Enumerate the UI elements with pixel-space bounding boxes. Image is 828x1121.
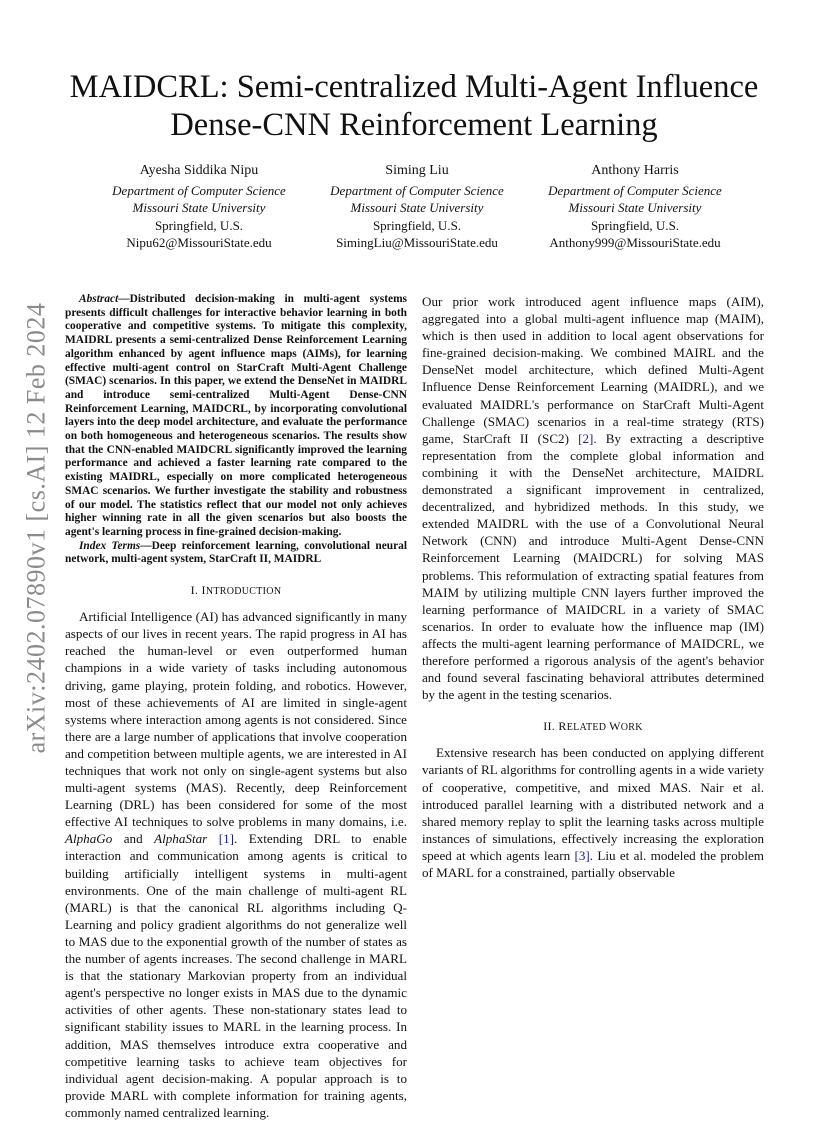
author-university: Missouri State University [568, 200, 702, 215]
author-location: Springfield, U.S. [154, 217, 244, 233]
author-email: SimingLiu@MissouriState.edu [336, 235, 498, 250]
author-dept: Department of Computer Science [112, 182, 286, 198]
section-heading-introduction: I. INTRODUCTION [190, 583, 282, 598]
paper-title: MAIDCRL: Semi-centralized Multi-Agent Influence Dense-CNN Reinforcement Learning [69, 69, 759, 143]
author-block [526, 162, 744, 252]
index-terms [65, 540, 407, 567]
citation-link[interactable]: [1] [218, 831, 234, 847]
alphastar-term: AlphaStar [154, 831, 208, 847]
section-heading-related-work: II. RELATED WORK [543, 719, 643, 734]
author-name: Siming Liu [385, 163, 449, 178]
right-column [422, 293, 764, 881]
author-dept: Department of Computer Science [548, 182, 722, 198]
author-name: Anthony Harris [591, 163, 679, 178]
author-location: Springfield, U.S. [590, 217, 680, 233]
author-name: Ayesha Siddika Nipu [139, 163, 259, 178]
author-email: Anthony999@MissouriState.edu [549, 235, 721, 250]
intro-paragraph-continued: Our prior work introduced agent influence maps (AIM), aggregated into a global multi-agent influence map (MAIM), which is then used in addition to local agent observations for fine-grained decision-making. We combined MAIRL and the DenseNet model architecture, which defined Multi-Agent Influence Dense Reinforcement Learning (MAIDRL), and we evaluated MAIDRL's performance on StarCraft Multi-Agent Challenge (SMAC) scenarios in a real-time strategy (RTS) game, StarCraft II (SC2) [2]. By extracting a descriptive representation from the complete global information and combining it with the DenseNet architecture, MAIDRL demonstrated a significant improvement in centralized, decentralized, and hybridized methods. In this study, we extended MAIDRL with the use of a Convolutional Neural Network (CNN) and introduce Multi-Agent Dense-CNN Reinforcement Learning (MAIDCRL) for solving MAS problems. This reformulation of extracting spatial features from MAIM by utilizing multiple CNN layers further improved the learning performance of MAIDCRL in a variety of SMAC scenarios. In order to evaluate how the influence map (IM) affects the multi-agent learning performance of MAIDCRL, we therefore performed a rigorous analysis of the agent's behavior and found several fascinating behavioral attributes determined by the agent in the testing scenarios. [422, 294, 764, 703]
left-column [65, 293, 407, 1121]
citation-link[interactable]: [2] [578, 430, 594, 446]
citation-link[interactable]: [3] [574, 847, 590, 863]
related-work-paragraph: Extensive research has been conducted on applying different variants of RL algorithms for controlling agents in a wide variety of cooperative, competitive, and mixed MAS. Nair et al. introduced parallel learning with a distributed network and a shared memory replay to split the learning tasks across multiple instances of simulations, effectively increasing the exploration speed at which agents learn [3]. Liu et al. modeled the problem of MARL for a constrained, partially observable [422, 745, 764, 880]
author-block [308, 162, 526, 252]
author-email: Nipu62@MissouriState.edu [126, 235, 272, 250]
arxiv-id: arXiv:2402.07890v1 [cs.AI] 12 Feb 2024 [21, 302, 50, 753]
alphago-term: AlphaGo [65, 831, 113, 847]
index-terms-text: —Deep reinforcement learning, convolutional neural network, multi-agent system, StarCraft II, MAIDRL [65, 539, 407, 566]
intro-paragraph: Artificial Intelligence (AI) has advanced significantly in many aspects of our lives in recent years. The rapid progress in AI has reached the human-level or even outperformed human champions in a wide variety of tasks including autonomous driving, game playing, protein folding, and robotics. However, most of these achievements of AI are limited in single-agent systems where interaction among agents is not considered. Since there are a large number of applications that involve cooperation and competition between multiple agents, we are interested in AI techniques that work not only on single-agent systems but also multi-agent systems (MAS). Recently, deep Reinforcement Learning (DRL) has been considered for some of the most effective AI techniques to solve problems in many domains, i.e. AlphaGo and AlphaStar [1]. Extending DRL to enable interaction and communication among agents is critical to building artificially intelligent systems in multi-agent environments. One of the main challenge of multi-agent RL (MARL) is that the canonical RL algorithms including Q-Learning and policy gradient algorithms do not generalize well to MAS due to the exponential growth of the number of states as the number of agents increases. The second challenge in MARL is that the stationary Markovian property from an individual agent's perspective no longer exists in MAS due to the dynamic activities of other agents. These non-stationary states lead to significant stability issues to MARL in the learning process. In addition, MAS themselves introduce extra cooperative and competitive learning tasks to achieve team objectives for individual agent decision-making. A popular approach is to provide MARL with complete information for training agents, commonly named centralized learning. [65, 609, 407, 1120]
author-list [90, 162, 744, 252]
abstract-text: —Distributed decision-making in multi-agent systems presents difficult challenges for interactive behavior learning in both cooperative and competitive systems. To mitigate this complexity, MAIDRL presents a semi-centralized Dense Reinforcement Learning algorithm enhanced by agent influence maps (AIMs), for learning effective multi-agent control on StarCraft Multi-Agent Challenge (SMAC) scenarios. In this paper, we extend the DenseNet in MAIDRL and introduce semi-centralized Multi-Agent Dense-CNN Reinforcement Learning, MAIDCRL, by incorporating convolutional layers into the deep model architecture, and evaluate the performance on both homogeneous and heterogeneous scenarios. The results show that the CNN-enabled MAIDCRL significantly improved the learning performance and achieved a faster learning rate compared to the existing MAIDRL, especially on more complicated heterogeneous SMAC scenarios. We further investigate the stability and robustness of our model. The statistics reflect that our model not only achieves higher winning rate in all the given scenarios but also boosts the agent's learning process in fine-grained decision-making. [65, 293, 407, 538]
author-location: Springfield, U.S. [372, 217, 462, 233]
author-dept: Department of Computer Science [330, 182, 504, 198]
arxiv-stamp [14, 295, 58, 760]
index-terms-label: Index Terms [79, 539, 141, 552]
abstract [65, 293, 407, 540]
author-block [90, 162, 308, 252]
abstract-label: Abstract [79, 293, 119, 305]
author-university: Missouri State University [132, 200, 266, 215]
author-university: Missouri State University [350, 200, 484, 215]
